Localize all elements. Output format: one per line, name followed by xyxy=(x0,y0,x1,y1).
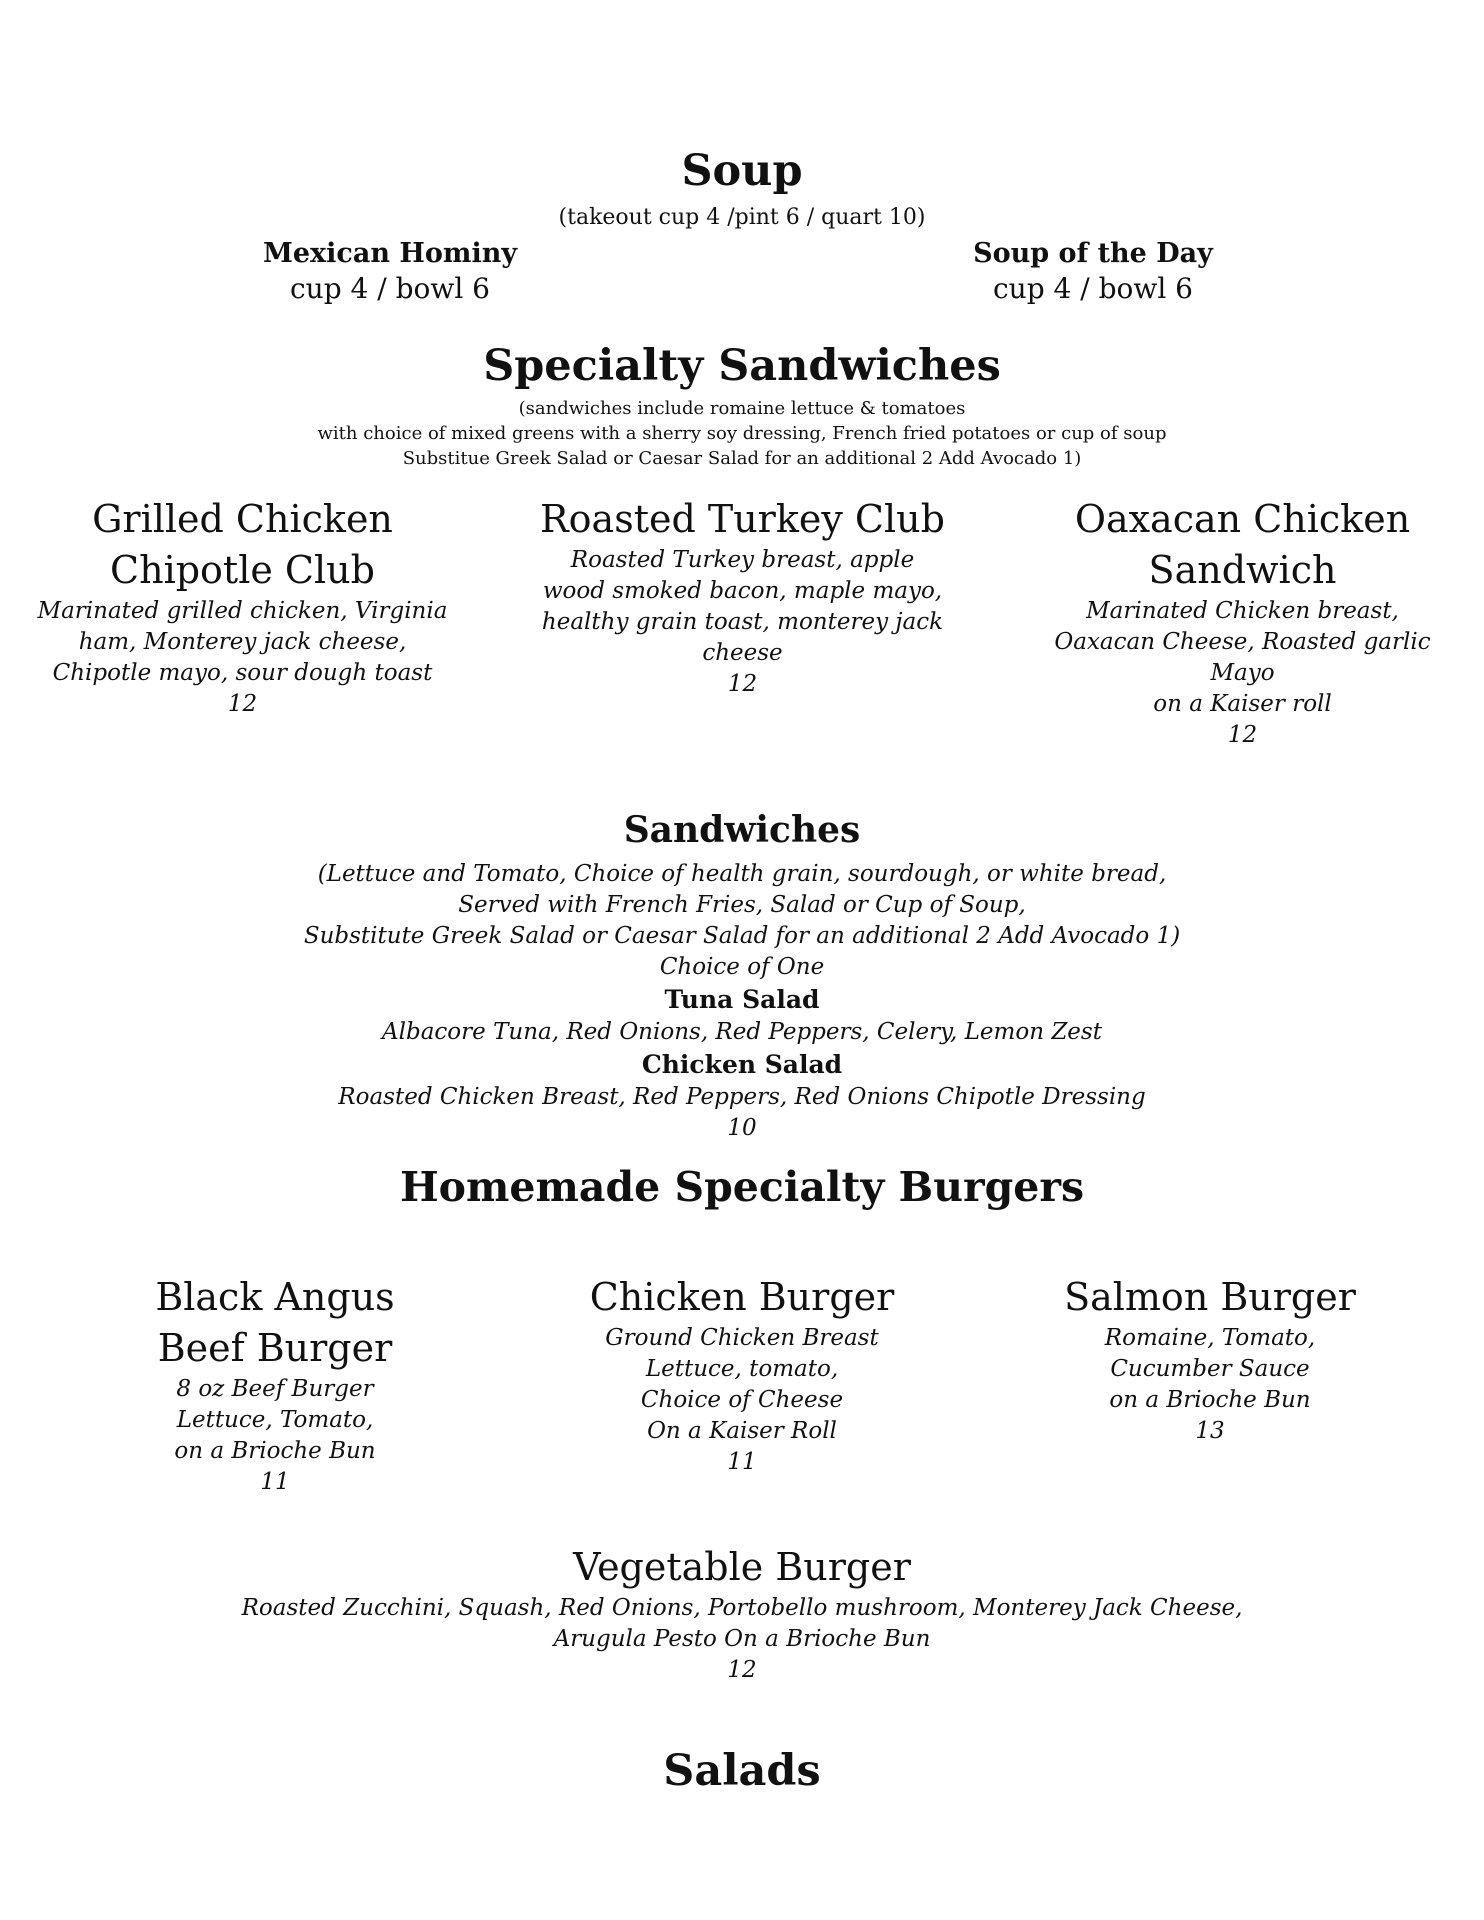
dish-description: wood smoked bacon, maple mayo, xyxy=(542,578,943,604)
dish-name: Beef Burger xyxy=(157,1326,393,1370)
menu-item-vegetable-burger xyxy=(0,1542,1484,1686)
menu-item-black-angus-beef-burger xyxy=(105,1272,445,1498)
dish-description: ham, Monterey jack cheese, xyxy=(78,629,407,655)
dish-description: Lettuce, Tomato, xyxy=(176,1407,374,1433)
dish-description: Roasted Zucchini, Squash, Red Onions, Portobello mushroom, Monterey Jack Cheese, xyxy=(241,1595,1243,1621)
soup-item xyxy=(893,237,1293,307)
dish-price: 10 xyxy=(727,1115,757,1141)
dish-price: 12 xyxy=(727,671,758,697)
dish-price: 11 xyxy=(727,1449,757,1475)
menu-item-chicken-burger xyxy=(542,1272,942,1478)
specialty-sandwiches-notes xyxy=(0,396,1484,471)
note-line: (sandwiches include romaine lettuce & tomatoes xyxy=(518,398,966,419)
note-line: (Lettuce and Tomato, Choice of health grain, sourdough, or white bread, xyxy=(317,861,1167,887)
soup-item xyxy=(190,237,590,307)
note-line: Choice of One xyxy=(659,954,825,980)
dish-price: 12 xyxy=(727,1657,757,1683)
dish-name: Chicken Salad xyxy=(641,1050,843,1079)
dish-description: Marinated Chicken breast, xyxy=(1086,598,1399,624)
menu-item-grilled-chicken-chipotle-club xyxy=(30,494,455,720)
dish-description: on a Brioche Bun xyxy=(1109,1387,1311,1413)
dish-name: Roasted Turkey Club xyxy=(540,497,945,541)
dish-description: Choice of Cheese xyxy=(640,1387,844,1413)
dish-price: 13 xyxy=(1195,1418,1225,1444)
specialty-sandwiches-heading: Specialty Sandwiches xyxy=(483,341,1001,391)
sandwiches-block xyxy=(0,859,1484,1144)
soup-note: (takeout cup 4 /pint 6 / quart 10) xyxy=(558,205,926,230)
soup-item-price: cup 4 / bowl 6 xyxy=(992,272,1193,305)
dish-price: 12 xyxy=(227,691,258,717)
dish-description: healthy grain toast, monterey jack xyxy=(541,609,944,635)
dish-description: Marinated grilled chicken, Virginia xyxy=(37,598,448,624)
dish-name: Oaxacan Chicken xyxy=(1074,497,1411,541)
soup-heading: Soup xyxy=(681,146,803,196)
note-line: Substitute Greek Salad or Caesar Salad for an additional 2 Add Avocado 1) xyxy=(303,923,1181,949)
dish-name: Grilled Chicken xyxy=(92,497,393,541)
dish-description: on a Kaiser roll xyxy=(1153,691,1332,717)
dish-description: Cucumber Sauce xyxy=(1110,1356,1310,1382)
dish-description: Mayo xyxy=(1210,660,1275,686)
dish-price: 12 xyxy=(1227,722,1258,748)
dish-name: Black Angus xyxy=(155,1275,395,1319)
dish-description: On a Kaiser Roll xyxy=(647,1418,837,1444)
dish-description: Oaxacan Cheese, Roasted garlic xyxy=(1054,629,1431,655)
soup-item-name: Mexican Hominy xyxy=(262,238,518,269)
soup-item-name: Soup of the Day xyxy=(973,238,1213,269)
dish-description: Chipotle mayo, sour dough toast xyxy=(52,660,433,686)
note-line: with choice of mixed greens with a sherry soy dressing, French fried potatoes or cup of soup xyxy=(317,423,1167,444)
dish-name: Tuna Salad xyxy=(664,985,820,1014)
dish-description: Albacore Tuna, Red Onions, Red Peppers, Celery, Lemon Zest xyxy=(382,1019,1102,1045)
sandwiches-heading: Sandwiches xyxy=(623,809,861,851)
burgers-heading: Homemade Specialty Burgers xyxy=(399,1163,1085,1211)
salads-heading: Salads xyxy=(663,1746,821,1796)
note-line: Served with French Fries, Salad or Cup of Soup, xyxy=(458,892,1026,918)
dish-description: Lettuce, tomato, xyxy=(645,1356,839,1382)
menu-item-oaxacan-chicken-sandwich xyxy=(1030,494,1455,751)
dish-description: Romaine, Tomato, xyxy=(1104,1325,1316,1351)
dish-name: Chicken Burger xyxy=(589,1275,895,1319)
note-line: Substitue Greek Salad or Caesar Salad for an additional 2 Add Avocado 1) xyxy=(402,448,1082,469)
dish-description: Arugula Pesto On a Brioche Bun xyxy=(553,1626,931,1652)
dish-price: 11 xyxy=(260,1469,290,1495)
dish-description: Roasted Chicken Breast, Red Peppers, Red Onions Chipotle Dressing xyxy=(338,1084,1146,1110)
dish-description: Roasted Turkey breast, apple xyxy=(570,547,915,573)
dish-name: Salmon Burger xyxy=(1064,1275,1356,1319)
dish-name: Sandwich xyxy=(1148,548,1337,592)
dish-description: on a Brioche Bun xyxy=(174,1438,376,1464)
menu-item-salmon-burger xyxy=(1010,1272,1410,1447)
dish-description: cheese xyxy=(702,640,783,666)
dish-name: Vegetable Burger xyxy=(573,1545,911,1589)
menu-item-roasted-turkey-club xyxy=(530,494,955,700)
soup-item-price: cup 4 / bowl 6 xyxy=(289,272,490,305)
dish-description: Ground Chicken Breast xyxy=(605,1325,879,1351)
dish-name: Chipotle Club xyxy=(110,548,375,592)
dish-description: 8 oz Beef Burger xyxy=(176,1376,374,1402)
